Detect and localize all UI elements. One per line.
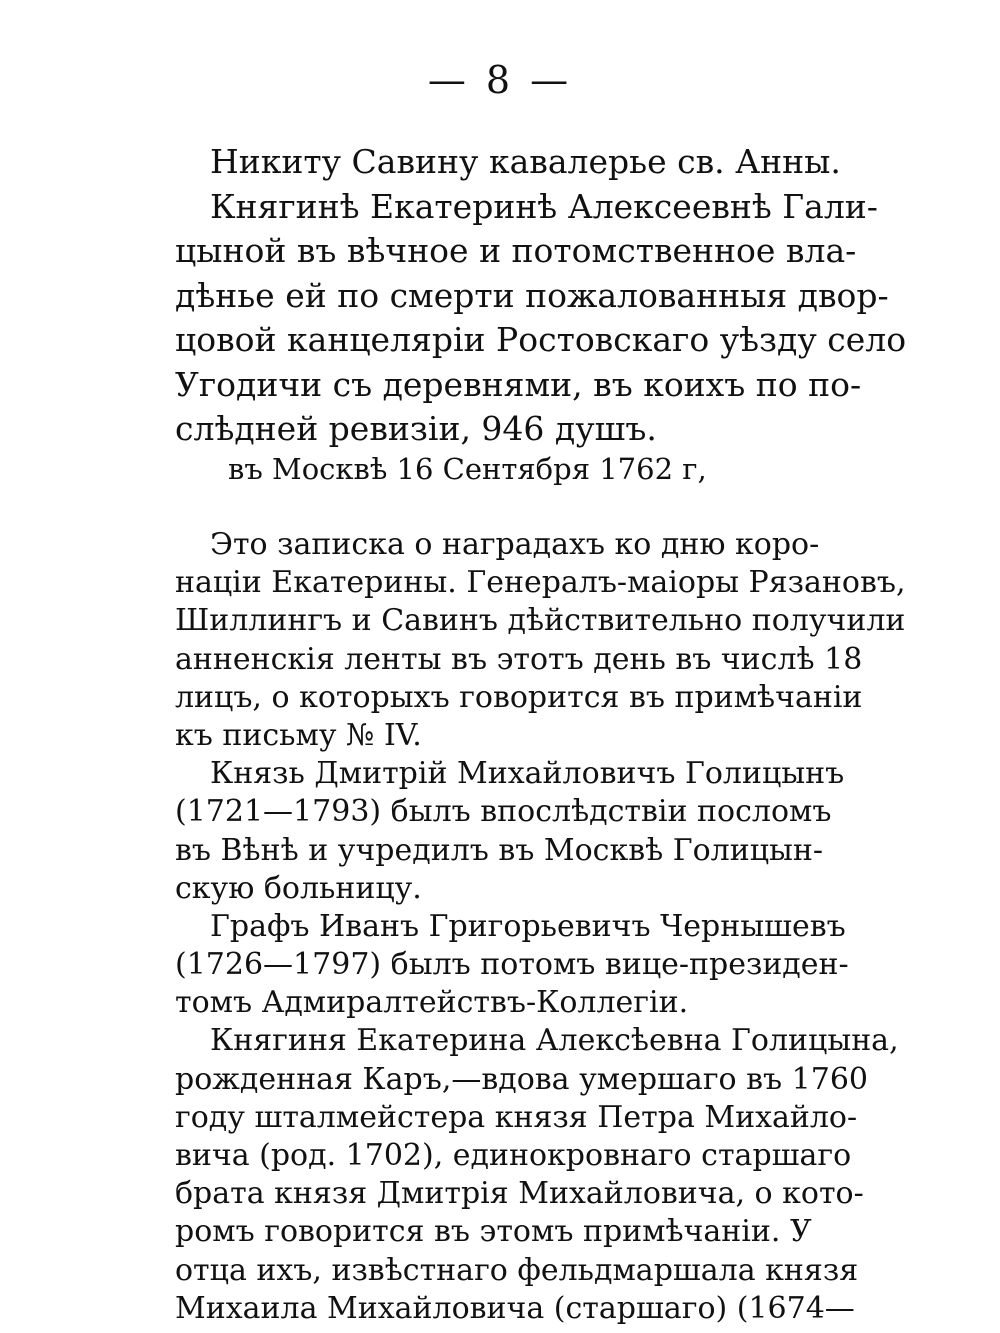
note-line: Княгиня Екатерина Алексѣевна Голицына, [210,1023,899,1059]
note-line: брата князя Дмитрія Михайловича, о кото- [175,1176,864,1212]
note-line: вича (род. 1702), единокровнаго старшаго [175,1138,852,1173]
note-line: году шталмейстера князя Петра Михайло- [175,1099,858,1135]
note-line: Михаила Михайловича (старшаго) (1674— [175,1290,855,1326]
note-line: Князь Дмитрій Михайловичъ Голицынъ [210,756,845,792]
note-line: (1726—1797) былъ потомъ вице-президен- [175,947,849,983]
note-line: (1721—1793) былъ впослѣдствіи посломъ [175,794,832,830]
note-line: въ Вѣнѣ и учредилъ въ Москвѣ Голицын- [175,832,824,868]
note-line: томъ Адмиралтействъ-Коллегіи. [175,985,689,1021]
dateline: въ Москвѣ 16 Сентября 1762 г, [228,452,707,486]
note-line: ромъ говорится въ этомъ примѣчаніи. У [175,1214,812,1250]
note-line: отца ихъ, извѣстнаго фельдмаршала князя [175,1252,859,1288]
decree-text [175,140,907,452]
note-line: анненскія ленты въ этотъ день въ числѣ 18 [175,641,863,677]
text-line: Княгинѣ Екатеринѣ Алексеевнѣ Гали- [210,186,878,226]
note-line: рожденная Каръ,—вдова умершаго въ 1760 [175,1061,868,1097]
note-line: лицъ, о которыхъ говорится въ примѣчаніи [175,679,863,715]
text-line: слѣдней ревизіи, 946 душъ. [175,409,657,448]
note-line: націи Екатерины. Генералъ-маіоры Рязановъ, [175,565,906,601]
text-line: дѣнье ей по смерти пожалованныя двор- [175,275,889,315]
text-line: Никиту Савину кавалерье св. Анны. [210,142,841,181]
page-number: — 8 — [427,58,573,102]
note-line: скую больницу. [175,870,422,906]
note-line: Это записка о наградахъ ко дню коро- [210,527,820,562]
note-line: Шиллингъ и Савинъ дѣйствительно получили [175,603,906,639]
text-line: Угодичи съ деревнями, въ коихъ по по- [175,364,862,404]
text-line: цыной въ вѣчное и потомственное вла- [175,231,857,270]
editorial-notes [175,526,906,1328]
note-line: къ письму № IV. [175,717,422,753]
note-line: Графъ Иванъ Григорьевичъ Чернышевъ [210,908,846,944]
text-line: цовой канцеляріи Ростовскаго уѣзду село [175,320,907,359]
